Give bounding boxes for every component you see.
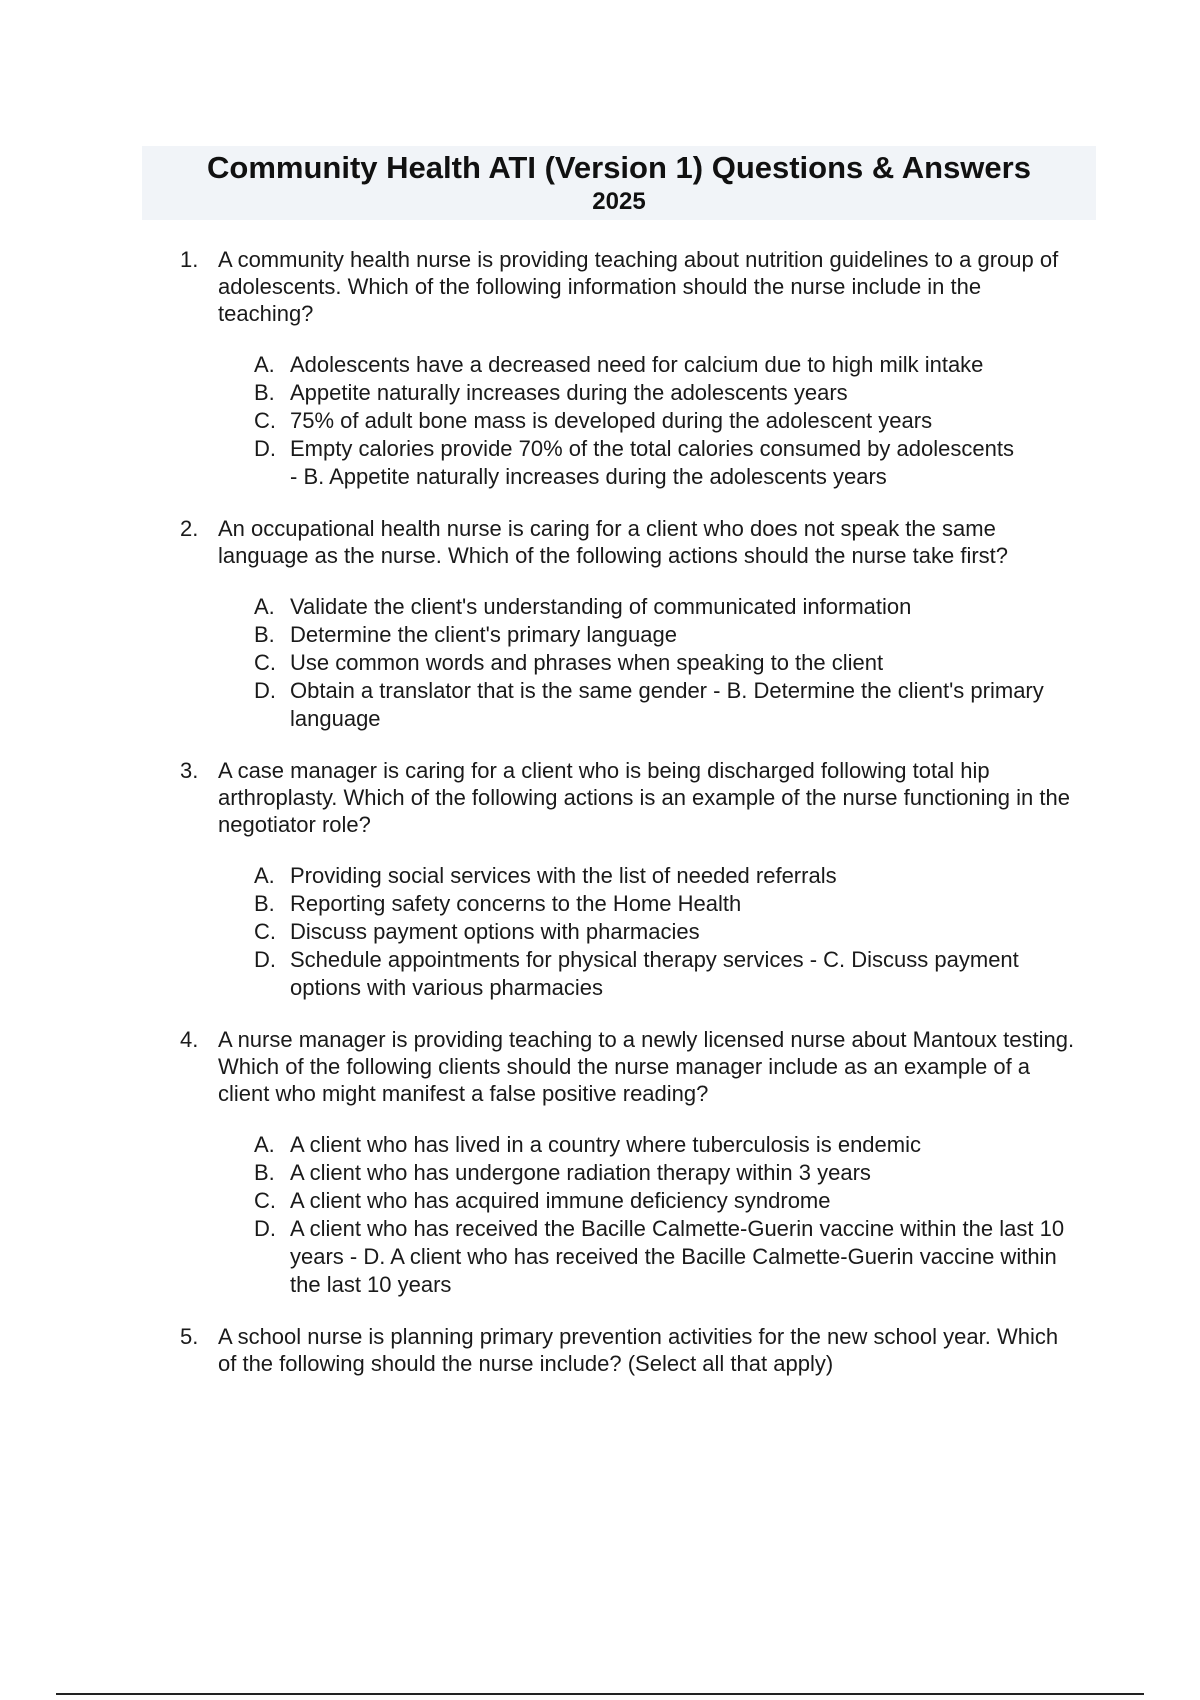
option-text: A client who has undergone radiation therapy within 3 years [290,1160,871,1185]
document-title: Community Health ATI (Version 1) Questions & Answers [207,150,1031,185]
question-1 [180,246,1100,491]
option-text: Schedule appointments for physical therapy services - C. Discuss payment options with various pharmacies [290,947,1019,1000]
option-c [254,649,1100,677]
option-letter: C. [254,919,276,944]
question-text: A school nurse is planning primary prevention activities for the new school year. Which of the following should the nurse include? (Select all that apply) [218,1324,1059,1376]
question-number: 4. [180,1027,199,1052]
question-list [180,246,1100,1401]
question-text: A community health nurse is providing teaching about nutrition guidelines to a group of adolescents. Which of the following information should the nurse include in the teaching? [218,247,1059,326]
option-letter: B. [254,622,275,647]
option-letter: D. [254,947,276,972]
option-letter: A. [254,1132,275,1157]
option-c [254,407,1100,435]
option-text: A client who has acquired immune deficiency syndrome [290,1188,831,1213]
option-letter: B. [254,891,275,916]
option-text: Obtain a translator that is the same gender - B. Determine the client's primary language [290,678,1044,731]
option-letter: D. [254,1216,276,1241]
option-letter: A. [254,863,275,888]
option-b [254,379,1100,407]
answer-text: - B. Appetite naturally increases during the adolescents years [290,464,887,489]
option-text: Appetite naturally increases during the adolescents years [290,380,848,405]
footer-divider [56,1693,1144,1695]
option-letter: B. [254,1160,275,1185]
option-text: Validate the client's understanding of communicated information [290,594,912,619]
option-letter: D. [254,678,276,703]
option-d [254,1215,1100,1299]
question-3 [180,757,1100,1002]
option-letter: A. [254,352,275,377]
question-text: An occupational health nurse is caring for a client who does not speak the same language as the nurse. Which of the following actions should the nurse take first? [218,516,1009,568]
option-text: Use common words and phrases when speaking to the client [290,650,884,675]
question-number: 5. [180,1324,199,1349]
question-4 [180,1026,1100,1299]
question-text: A nurse manager is providing teaching to a newly licensed nurse about Mantoux testing. Which of the following clients should the nurse manager include as an example of a client who might manifest a false positive reading? [218,1027,1075,1106]
option-list [254,351,1100,463]
option-d [254,946,1100,1002]
option-text: A client who has received the Bacille Calmette-Guerin vaccine within the last 10 years - D. A client who has received the Bacille Calmette-Guerin vaccine within the last 10 years [290,1216,1065,1297]
option-text: Discuss payment options with pharmacies [290,919,700,944]
option-d [254,677,1100,733]
question-number: 1. [180,247,199,272]
question-5 [180,1323,1100,1377]
option-b [254,890,1100,918]
option-text: Adolescents have a decreased need for calcium due to high milk intake [290,352,984,377]
option-c [254,1187,1100,1215]
option-b [254,1159,1100,1187]
question-text: A case manager is caring for a client who is being discharged following total hip arthroplasty. Which of the following actions is an example of the nurse functioning in the negotiator role? [218,758,1070,837]
question-2 [180,515,1100,733]
option-d [254,435,1100,463]
option-letter: C. [254,408,276,433]
option-text: 75% of adult bone mass is developed during the adolescent years [290,408,933,433]
option-a [254,593,1100,621]
option-a [254,862,1100,890]
option-letter: D. [254,436,276,461]
question-number: 2. [180,516,199,541]
document-year: 2025 [592,188,646,215]
option-a [254,351,1100,379]
option-letter: C. [254,1188,276,1213]
option-a [254,1131,1100,1159]
option-list [254,593,1100,733]
option-c [254,918,1100,946]
option-letter: C. [254,650,276,675]
option-letter: A. [254,594,275,619]
question-number: 3. [180,758,199,783]
option-text: Empty calories provide 70% of the total calories consumed by adolescents [290,436,1014,461]
option-b [254,621,1100,649]
option-letter: B. [254,380,275,405]
option-text: Providing social services with the list of needed referrals [290,863,837,888]
option-text: A client who has lived in a country where tuberculosis is endemic [290,1132,921,1157]
option-text: Reporting safety concerns to the Home Health [290,891,742,916]
option-text: Determine the client's primary language [290,622,677,647]
option-list [254,862,1100,1002]
option-list [254,1131,1100,1299]
document-header [142,146,1096,220]
